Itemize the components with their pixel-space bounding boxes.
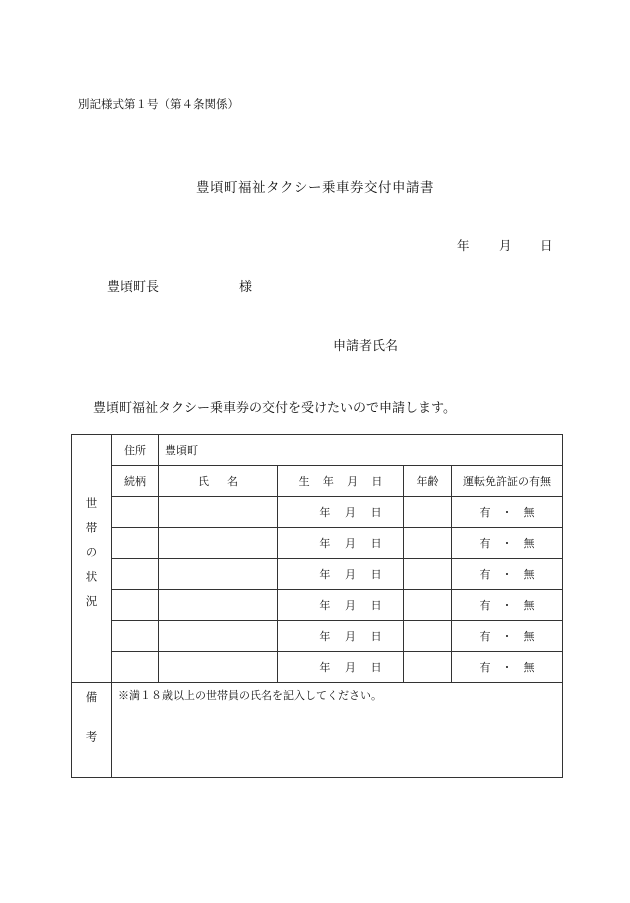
table-row [72, 590, 563, 621]
age-field[interactable] [404, 497, 452, 528]
relation-field[interactable] [112, 559, 159, 590]
remarks-label: 備考 [72, 683, 112, 778]
relation-field[interactable] [112, 590, 159, 621]
age-field[interactable] [404, 528, 452, 559]
relation-field[interactable] [112, 528, 159, 559]
birthdate-header: 生 年 月 日 [278, 466, 404, 497]
relation-field[interactable] [112, 652, 159, 683]
name-header: 氏 名 [159, 466, 278, 497]
address-label: 住所 [112, 435, 159, 466]
table-row [72, 559, 563, 590]
table-row [72, 528, 563, 559]
remarks-note: ※満１８歳以上の世帯員の氏名を記入してください。 [118, 689, 382, 702]
address-row [72, 435, 563, 466]
birthdate-field[interactable]: 年 月 日 [278, 559, 404, 590]
relation-field[interactable] [112, 621, 159, 652]
document-title: 豊頃町福祉タクシー乗車券交付申請書 [196, 180, 434, 196]
name-field[interactable] [159, 652, 278, 683]
birthdate-field[interactable]: 年 月 日 [278, 590, 404, 621]
table-header-row [72, 466, 563, 497]
addressee-honorific: 様 [239, 280, 253, 295]
age-field[interactable] [404, 559, 452, 590]
age-field[interactable] [404, 590, 452, 621]
license-choice[interactable]: 有 ・ 無 [452, 590, 563, 621]
date-day-label: 日 [540, 238, 553, 253]
relation-field[interactable] [112, 497, 159, 528]
birthdate-field[interactable]: 年 月 日 [278, 652, 404, 683]
table-row [72, 652, 563, 683]
name-field[interactable] [159, 590, 278, 621]
applicant-name-label: 申請者氏名 [333, 339, 399, 354]
date-year-label: 年 [457, 238, 470, 253]
license-choice[interactable]: 有 ・ 無 [452, 497, 563, 528]
license-header: 運転免許証の有無 [452, 466, 563, 497]
license-choice[interactable]: 有 ・ 無 [452, 621, 563, 652]
name-field[interactable] [159, 528, 278, 559]
name-field[interactable] [159, 497, 278, 528]
age-field[interactable] [404, 652, 452, 683]
application-statement: 豊頃町福祉タクシー乗車券の交付を受けたいので申請します。 [93, 401, 456, 416]
license-choice[interactable]: 有 ・ 無 [452, 528, 563, 559]
remarks-row [72, 683, 563, 778]
age-header: 年齢 [404, 466, 452, 497]
birthdate-field[interactable]: 年 月 日 [278, 528, 404, 559]
date-month-label: 月 [499, 238, 512, 253]
table-row [72, 497, 563, 528]
birthdate-field[interactable]: 年 月 日 [278, 621, 404, 652]
form-reference: 別記様式第１号（第４条関係） [78, 97, 239, 111]
relation-header: 続柄 [112, 466, 159, 497]
license-choice[interactable]: 有 ・ 無 [452, 652, 563, 683]
address-field[interactable]: 豊頃町 [159, 435, 563, 466]
table-row [72, 621, 563, 652]
household-table [71, 434, 563, 778]
remarks-field[interactable] [112, 683, 563, 778]
name-field[interactable] [159, 621, 278, 652]
license-choice[interactable]: 有 ・ 無 [452, 559, 563, 590]
household-section-label: 世帯の状況 [72, 435, 112, 683]
addressee: 豊頃町長 [107, 280, 160, 295]
age-field[interactable] [404, 621, 452, 652]
birthdate-field[interactable]: 年 月 日 [278, 497, 404, 528]
name-field[interactable] [159, 559, 278, 590]
